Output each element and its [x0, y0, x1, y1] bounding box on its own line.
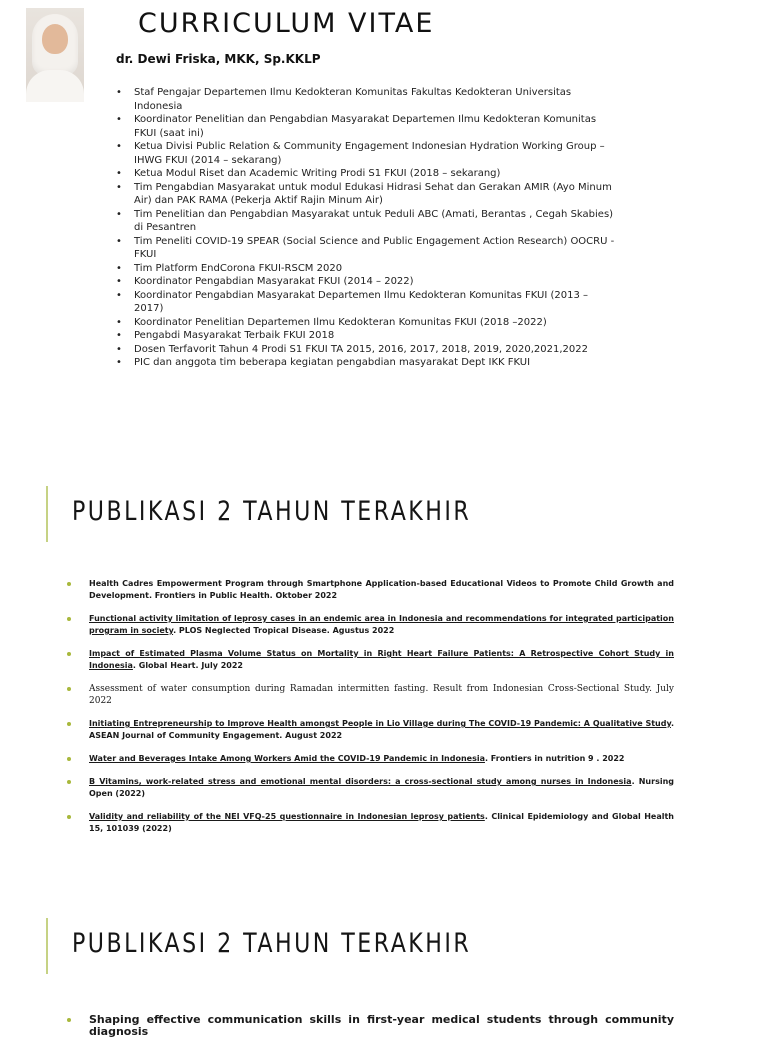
photo-face-shape [42, 24, 68, 54]
publication-item [66, 718, 674, 742]
cv-list [116, 86, 616, 370]
cv-item: • Tim Penelitian dan Pengabdian Masyarakat untuk Peduli ABC (Amati, Berantas , Cegah Skabies) di Pesantren [116, 208, 616, 235]
publication-item [66, 578, 674, 602]
cv-item: • Staf Pengajar Departemen Ilmu Kedokteran Komunitas Fakultas Kedokteran Universitas Indonesia [116, 86, 616, 113]
title-accent-bar [46, 918, 48, 974]
publications-list [66, 1014, 674, 1049]
cv-item: • Ketua Divisi Public Relation & Community Engagement Indonesian Hydration Working Group – IHWG FKUI (2014 – sekarang) [116, 140, 616, 167]
cv-item: • Koordinator Pengabdian Masyarakat FKUI (2014 – 2022) [116, 275, 616, 289]
publication-title: Assessment of water consumption during Ramadan intermitten fasting. Result from Indonesian Cross-Sectional Study. July 2022 [89, 684, 674, 706]
publication-title-link[interactable]: Impact of Estimated Plasma Volume Status on Mortality in Right Heart Failure Patients: A Retrospective Cohort Study in Indonesia [89, 649, 674, 670]
publication-title: Shaping effective communication skills in first-year medical students through community diagnosis [89, 1013, 674, 1038]
publication-item [66, 776, 674, 800]
publication-source: . Frontiers in Public Health. Oktober 2022 [148, 591, 338, 600]
publication-source: . Clinical Epidemiology and Global Health 15, 101039 (2022) [89, 812, 674, 833]
publication-item [66, 683, 674, 707]
cv-item: • Tim Peneliti COVID-19 SPEAR (Social Science and Public Engagement Action Research) OOCRU - FKUI [116, 235, 616, 262]
publication-source: . PLOS Neglected Tropical Disease. Agustus 2022 [173, 626, 395, 635]
cv-name: dr. Dewi Friska, MKK, Sp.KKLP [116, 52, 321, 66]
publication-item [66, 1014, 674, 1038]
publications-slide [0, 470, 768, 870]
cv-item: • Dosen Terfavorit Tahun 4 Prodi S1 FKUI TA 2015, 2016, 2017, 2018, 2019, 2020,2021,2022 [116, 343, 616, 357]
publication-source: . ASEAN Journal of Community Engagement. August 2022 [89, 719, 674, 740]
publication-source: . Global Heart. July 2022 [132, 661, 243, 670]
publication-title-link[interactable]: Initiating Entrepreneurship to Improve Health amongst People in Lio Village during The COVID-19 Pandemic: A Qualitative Study [89, 719, 671, 728]
cv-item: • Koordinator Pengabdian Masyarakat Departemen Ilmu Kedokteran Komunitas FKUI (2013 – 2017) [116, 289, 616, 316]
cv-item: • Ketua Modul Riset dan Academic Writing Prodi S1 FKUI (2018 – sekarang) [116, 167, 616, 181]
publications-list [66, 578, 674, 846]
cv-item: • Koordinator Penelitian Departemen Ilmu Kedokteran Komunitas FKUI (2018 –2022) [116, 316, 616, 330]
title-accent-bar [46, 486, 48, 542]
publication-title-link[interactable]: B Vitamins, work-related stress and emotional mental disorders: a cross-sectional study among nurses in Indonesia [89, 777, 632, 786]
publication-item [66, 648, 674, 672]
photo-body-shape [26, 70, 84, 102]
publication-item [66, 753, 674, 765]
publication-source: . Nursing Open (2022) [89, 777, 674, 798]
publication-title: Health Cadres Empowerment Program through Smartphone Application-based Educational Videos to Promote Child Growth and Development [89, 579, 674, 600]
publication-title-link[interactable]: Functional activity limitation of leprosy cases in an endemic area in Indonesia and recommendations for integrated participation program in society [89, 614, 674, 635]
publications-title: PUBLIKASI 2 TAHUN TERAKHIR [72, 496, 472, 527]
publications-title: PUBLIKASI 2 TAHUN TERAKHIR [72, 928, 472, 959]
cv-item: • Tim Pengabdian Masyarakat untuk modul Edukasi Hidrasi Sehat dan Gerakan AMIR (Ayo Minum Air) dan PAK RAMA (Pekerja Aktif Rajin Minum Air) [116, 181, 616, 208]
cv-slide [0, 0, 768, 400]
publication-source: . Frontiers in nutrition 9 . 2022 [484, 754, 625, 763]
cv-item: • Koordinator Penelitian dan Pengabdian Masyarakat Departemen Ilmu Kedokteran Komunitas FKUI (saat ini) [116, 113, 616, 140]
publication-title-link[interactable]: Water and Beverages Intake Among Workers Amid the COVID-19 Pandemic in Indonesia [89, 754, 485, 763]
publication-item [66, 613, 674, 637]
publication-item [66, 811, 674, 835]
publications-slide-2 [0, 904, 768, 1038]
cv-item: • Pengabdi Masyarakat Terbaik FKUI 2018 [116, 329, 616, 343]
cv-item: • Tim Platform EndCorona FKUI-RSCM 2020 [116, 262, 616, 276]
cv-item: • PIC dan anggota tim beberapa kegiatan pengabdian masyarakat Dept IKK FKUI [116, 356, 616, 370]
cv-title: CURRICULUM VITAE [138, 8, 435, 39]
publication-title-link[interactable]: Validity and reliability of the NEI VFQ-25 questionnaire in Indonesian leprosy patients [89, 812, 485, 821]
profile-photo [26, 8, 84, 102]
